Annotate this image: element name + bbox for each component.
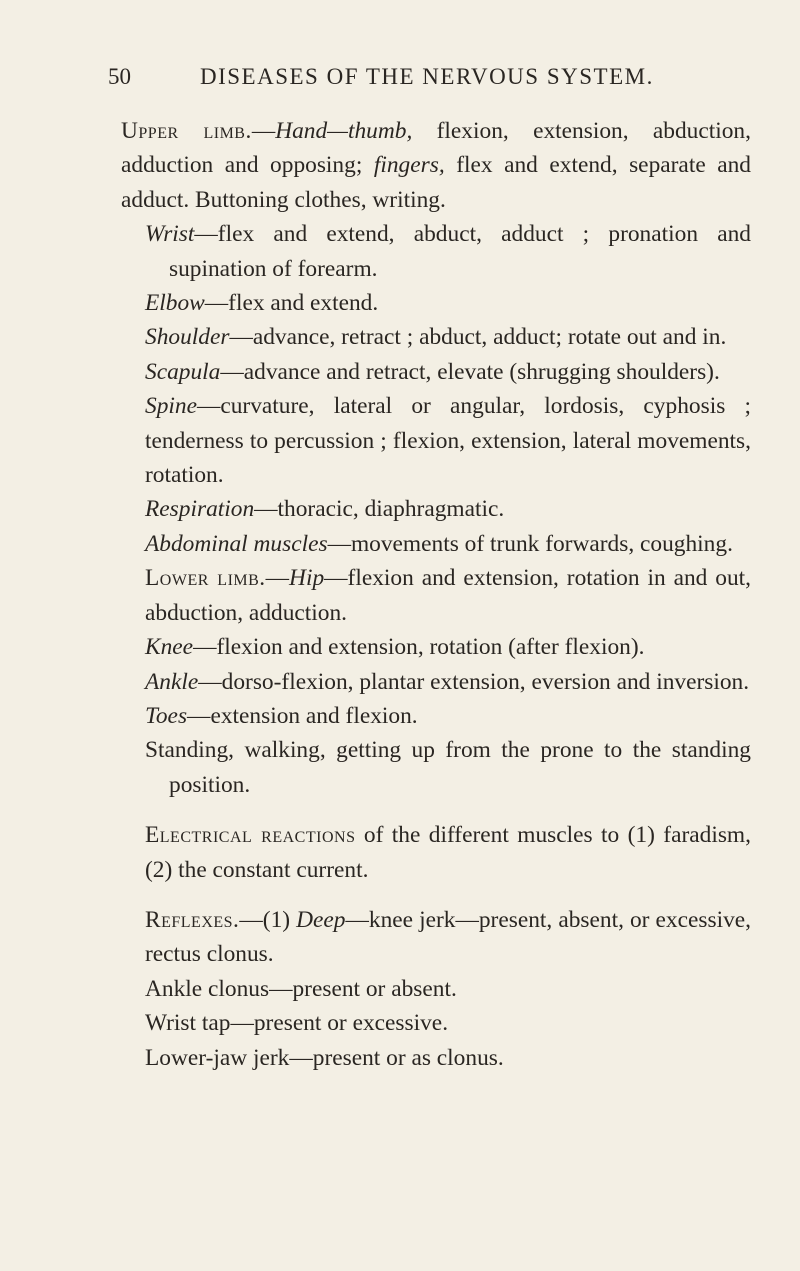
italic-term: Toes xyxy=(145,702,188,729)
text-run: —flexion and extension, rotation (after flexion). xyxy=(193,634,645,661)
italic-term: Spine xyxy=(145,393,197,420)
text-run: —curvature, lateral or angular, lordosis, cyphosis ; tenderness to percussion ; flexion, extension, lateral movements, rotation. xyxy=(145,393,751,489)
text-run: Standing, walking, getting up from the prone to the standing position. xyxy=(145,737,751,798)
paragraph xyxy=(121,217,751,286)
italic-term: Hand—thumb, xyxy=(275,118,413,144)
paragraph xyxy=(121,699,751,733)
running-head: DISEASES OF THE NERVOUS SYSTEM. xyxy=(200,64,654,89)
paragraph xyxy=(121,630,751,664)
text-run: Lower-jaw jerk—present or as clonus. xyxy=(145,1044,504,1071)
section-heading: Reflexes. xyxy=(145,906,240,933)
section-heading: Upper limb. xyxy=(121,118,252,144)
italic-term: Scapula xyxy=(145,358,221,385)
text-run: flex and extend, separate and adduct. Buttoning clothes, writing. xyxy=(121,152,751,213)
page-header xyxy=(0,64,800,104)
italic-term: fingers, xyxy=(373,152,445,179)
text-run: —dorso-flexion, plantar extension, eversion and inversion. xyxy=(198,668,750,695)
page-number: 50 xyxy=(108,64,131,89)
italic-term: Hip xyxy=(289,565,325,592)
text-run: —(1) xyxy=(239,906,297,933)
text-run: of the different muscles to (1) faradism, (2) the constant current. xyxy=(145,822,751,883)
paragraph xyxy=(121,527,751,561)
paragraph xyxy=(121,561,751,630)
paragraph xyxy=(121,972,751,1006)
text-run: —extension and flexion. xyxy=(187,702,418,729)
text-run: —flex and extend. xyxy=(204,290,379,317)
paragraph xyxy=(121,1006,751,1040)
text-run: Ankle clonus—present or absent. xyxy=(145,975,457,1002)
italic-term: Knee xyxy=(145,634,194,661)
paragraph xyxy=(121,355,751,389)
paragraph xyxy=(121,903,751,972)
paragraph xyxy=(121,1041,751,1075)
page-body-text xyxy=(121,114,751,1075)
italic-term: Ankle xyxy=(145,668,199,695)
text-run: —advance and retract, elevate (shrugging shoulders). xyxy=(220,358,720,385)
text-run: —flex and extend, abduct, adduct ; pronation and supination of forearm. xyxy=(169,221,751,282)
text-run: —knee jerk—present, absent, or excessive, rectus clonus. xyxy=(145,906,751,968)
paragraph xyxy=(121,320,751,354)
text-run: —advance, retract ; abduct, adduct; rotate out and in. xyxy=(229,324,727,351)
text-run: — xyxy=(251,118,276,144)
paragraph xyxy=(121,665,751,699)
section-heading: Electrical reactions xyxy=(145,822,356,849)
text-run: —thoracic, diaphragmatic. xyxy=(254,496,505,523)
italic-term: Deep xyxy=(296,906,346,933)
italic-term: Shoulder xyxy=(145,324,230,351)
paragraph xyxy=(121,818,751,887)
paragraph xyxy=(121,733,751,802)
text-run: —flexion and extension, rotation in and out, abduction, adduction. xyxy=(145,565,751,626)
italic-term: Elbow xyxy=(145,290,205,317)
text-run: —movements of trunk forwards, coughing. xyxy=(327,530,733,557)
italic-term: Wrist xyxy=(145,221,195,248)
paragraph xyxy=(121,492,751,526)
paragraph xyxy=(121,114,751,217)
italic-term: Abdominal muscles xyxy=(145,530,328,557)
text-run: — xyxy=(265,565,290,592)
italic-term: Respiration xyxy=(145,496,255,523)
paragraph xyxy=(121,286,751,320)
paragraph xyxy=(121,389,751,492)
text-run: flexion, extension, abduction, adduction and opposing; xyxy=(121,118,751,179)
text-run: Wrist tap—present or excessive. xyxy=(145,1010,449,1037)
section-heading: Lower limb. xyxy=(145,565,266,592)
